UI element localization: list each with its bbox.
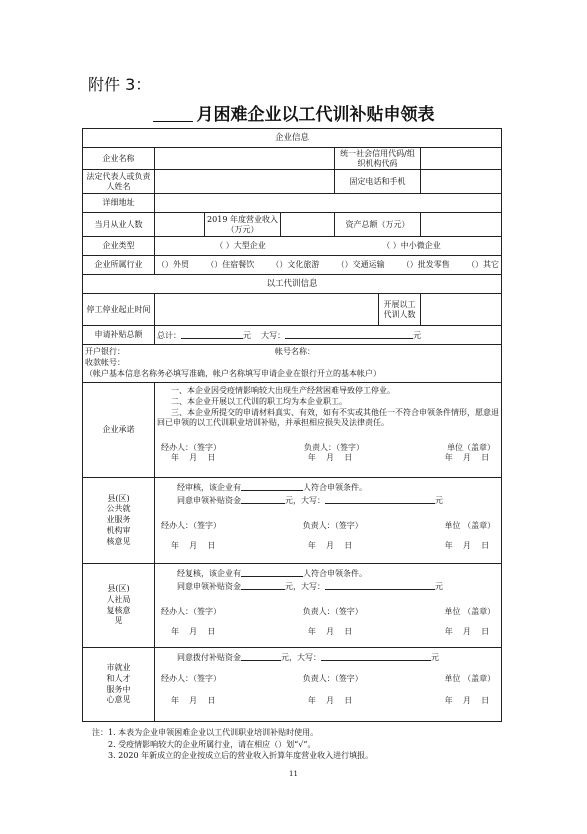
unit-date[interactable]: 年 月 日	[444, 453, 490, 463]
promise-label: 企业承诺	[83, 383, 155, 478]
county-count-blank[interactable]	[241, 481, 303, 491]
city-responsible-date[interactable]: 年 月 日	[307, 695, 353, 705]
type-option-sme[interactable]: （ ）中小微企业	[382, 241, 441, 250]
annex-label: 附件 3：	[88, 75, 152, 94]
hr-handler-sign[interactable]: 经办人：（签字）	[161, 606, 221, 616]
city-handler-sign[interactable]: 经办人：（签字）	[161, 673, 221, 683]
city-unit-stamp[interactable]: 单位 （盖章）	[444, 673, 496, 683]
hr-responsible-sign[interactable]: 负责人：（签字）	[302, 606, 363, 616]
yuan-unit: 元	[243, 331, 251, 340]
industry-options	[155, 256, 502, 275]
county-handler-sign[interactable]: 经办人：（签字）	[161, 520, 221, 530]
county-responsible-sign[interactable]: 负责人：（签字）	[302, 520, 363, 530]
type-option-large[interactable]: （ ）大型企业	[215, 241, 266, 250]
promise-cell	[155, 383, 502, 478]
responsible-date[interactable]: 年 月 日	[307, 453, 353, 463]
month-blank[interactable]	[153, 106, 193, 122]
county-service-cell: 经审核，该企业有 人符合申领条件。 同意申领补贴资金 元，大写： 元 经办人：（签字） 负责人：（签字） 单位 （盖章） 年 月 日 年 月 日 年 月 日	[155, 478, 502, 564]
county-amount-blank[interactable]	[241, 494, 285, 504]
promise-line-2: 二、本企业开展以工代训的职工均为本企业职工。	[171, 396, 347, 406]
page-number: 11	[289, 770, 298, 778]
industry-label: 企业所属行业	[83, 256, 155, 275]
yuan-unit: 元	[413, 331, 422, 340]
address-label: 详细地址	[83, 194, 155, 213]
assets-label: 资产总额（万元）	[335, 213, 421, 237]
industry-option-hospitality[interactable]: （）住宿餐饮	[206, 260, 255, 269]
trainees-field[interactable]	[421, 294, 502, 326]
hr-unit-stamp[interactable]: 单位 （盖章）	[444, 606, 496, 616]
hr-daxie-blank[interactable]	[325, 580, 435, 590]
phone-label: 固定电话和手机	[335, 170, 421, 194]
employees-label: 当月从业人数	[83, 213, 155, 237]
city-center-cell: 同意拨付补贴资金 元，大写： 元 经办人：（签字） 负责人：（签字） 单位 （盖章） 年 月 日 年 月 日 年 月 日	[155, 648, 502, 722]
title-text: 月困难企业以工代训补贴申领表	[196, 105, 435, 125]
county-handler-date[interactable]: 年 月 日	[171, 540, 216, 550]
account-no-label: 收款帐号：	[85, 358, 125, 368]
subsidy-amount-field	[155, 326, 502, 345]
county-responsible-date[interactable]: 年 月 日	[307, 540, 353, 550]
agree-grant-text: 同意拨付补贴资金	[177, 653, 241, 662]
company-type-label: 企业类型	[83, 237, 155, 256]
bank-info-cell	[83, 345, 502, 383]
industry-option-other[interactable]: （）其它	[467, 260, 500, 269]
city-center-label: 市就业和人才服务中心意见	[83, 648, 155, 722]
form-notes	[92, 727, 373, 762]
county-review-suffix: 人符合申领条件。	[303, 483, 367, 492]
county-daxie-blank[interactable]	[325, 494, 435, 504]
city-handler-date[interactable]: 年 月 日	[171, 695, 216, 705]
handler-sign[interactable]: 经办人：（签字）	[161, 443, 221, 453]
company-info-header: 企业信息	[83, 129, 502, 148]
promise-line-1: 一、本企业因受疫情影响较大出现生产经营困难导致停工停业。	[171, 386, 395, 395]
hr-amount-blank[interactable]	[241, 580, 285, 590]
total-label: 总计：	[157, 331, 181, 340]
city-unit-date[interactable]: 年 月 日	[444, 695, 490, 705]
unit-sign[interactable]: 单位（盖章）	[447, 443, 496, 453]
phone-field[interactable]	[421, 170, 502, 194]
credit-code-field[interactable]	[421, 148, 502, 170]
note-2: 2. 受疫情影响较大的企业所属行业，请在相应（）划“√”。	[108, 739, 316, 749]
trainees-label: 开展以工代训人数	[379, 294, 421, 326]
handler-date[interactable]: 年 月 日	[171, 453, 216, 463]
county-unit-date[interactable]: 年 月 日	[444, 540, 490, 550]
promise-line-3: 三、本企业所提交的申请材料真实、有效，如有不实或其他任一不符合申领条件情形，愿意退回已申领的以工代训职业培训补贴，并承担相应损失及法律责任。	[157, 407, 499, 428]
revenue-field[interactable]	[281, 213, 335, 237]
note-3: 3. 2020 年新成立的企业按成立后的营业收入折算年度营业收入进行填报。	[108, 751, 374, 761]
application-form	[82, 128, 502, 722]
assets-field[interactable]	[421, 213, 502, 237]
county-hr-label: 县(区)人社局复核意见	[83, 564, 155, 648]
training-info-header: 以工代训信息	[83, 275, 502, 294]
county-hr-cell: 经复核，该企业有 人符合申领条件。 同意申领补贴资金 元，大写： 元 经办人：（签字） 负责人：（签字） 单位 （盖章） 年 月 日 年 月 日 年 月 日	[155, 564, 502, 648]
daxie-label: 大写：	[261, 331, 286, 340]
company-name-field[interactable]	[155, 148, 335, 170]
hr-unit-date[interactable]: 年 月 日	[444, 626, 490, 636]
industry-option-transport[interactable]: （）交通运输	[336, 260, 385, 269]
hr-count-blank[interactable]	[241, 567, 303, 577]
account-name-label: 帐号名称：	[275, 347, 315, 357]
total-amount-blank[interactable]	[181, 329, 243, 339]
bank-note: （帐户基本信息名称务必填写准确，帐户名称填写申请企业在银行开立的基本帐户）	[85, 368, 381, 378]
page-title	[0, 100, 587, 125]
legal-rep-label: 法定代表人或负责人姓名	[83, 170, 155, 194]
address-field[interactable]	[155, 194, 502, 213]
agree-subsidy-text: 同意申领补贴资金	[177, 495, 241, 505]
company-type-options	[155, 237, 502, 256]
employees-field[interactable]	[155, 213, 205, 237]
note-1: 注：1. 本表为企业申领困难企业以工代训职业培训补贴时使用。	[92, 728, 319, 737]
subsidy-amount-label: 申请补贴总额	[83, 326, 155, 345]
revenue-label: 2019 年度营业收入（万元）	[205, 213, 281, 237]
company-name-label: 企业名称	[83, 148, 155, 170]
city-responsible-sign[interactable]: 负责人：（签字）	[302, 673, 363, 683]
city-daxie-blank[interactable]	[321, 651, 431, 661]
bank-label: 开户银行：	[85, 347, 125, 357]
responsible-sign[interactable]: 负责人：（签字）	[304, 443, 365, 453]
stop-period-label: 停工停业起止时间	[83, 294, 155, 326]
hr-responsible-date[interactable]: 年 月 日	[307, 626, 353, 636]
industry-option-retail[interactable]: （）批发零售	[401, 260, 450, 269]
city-amount-blank[interactable]	[241, 651, 281, 661]
recheck-text: 经复核，该企业有	[177, 569, 241, 578]
legal-rep-field[interactable]	[155, 170, 335, 194]
daxie-amount-blank[interactable]	[285, 329, 413, 339]
credit-code-label: 统一社会信用代码/组织机构代码	[335, 148, 421, 170]
stop-period-field[interactable]	[155, 294, 379, 326]
hr-handler-date[interactable]: 年 月 日	[171, 626, 216, 636]
industry-option-trade[interactable]: （）外贸	[157, 260, 189, 269]
county-review-text: 经审核，该企业有	[177, 483, 241, 492]
county-unit-stamp[interactable]: 单位 （盖章）	[444, 520, 496, 530]
industry-option-tourism[interactable]: （）文化旅游	[271, 260, 320, 269]
county-service-label: 县(区)公共就业服务机构审核意见	[83, 478, 155, 564]
